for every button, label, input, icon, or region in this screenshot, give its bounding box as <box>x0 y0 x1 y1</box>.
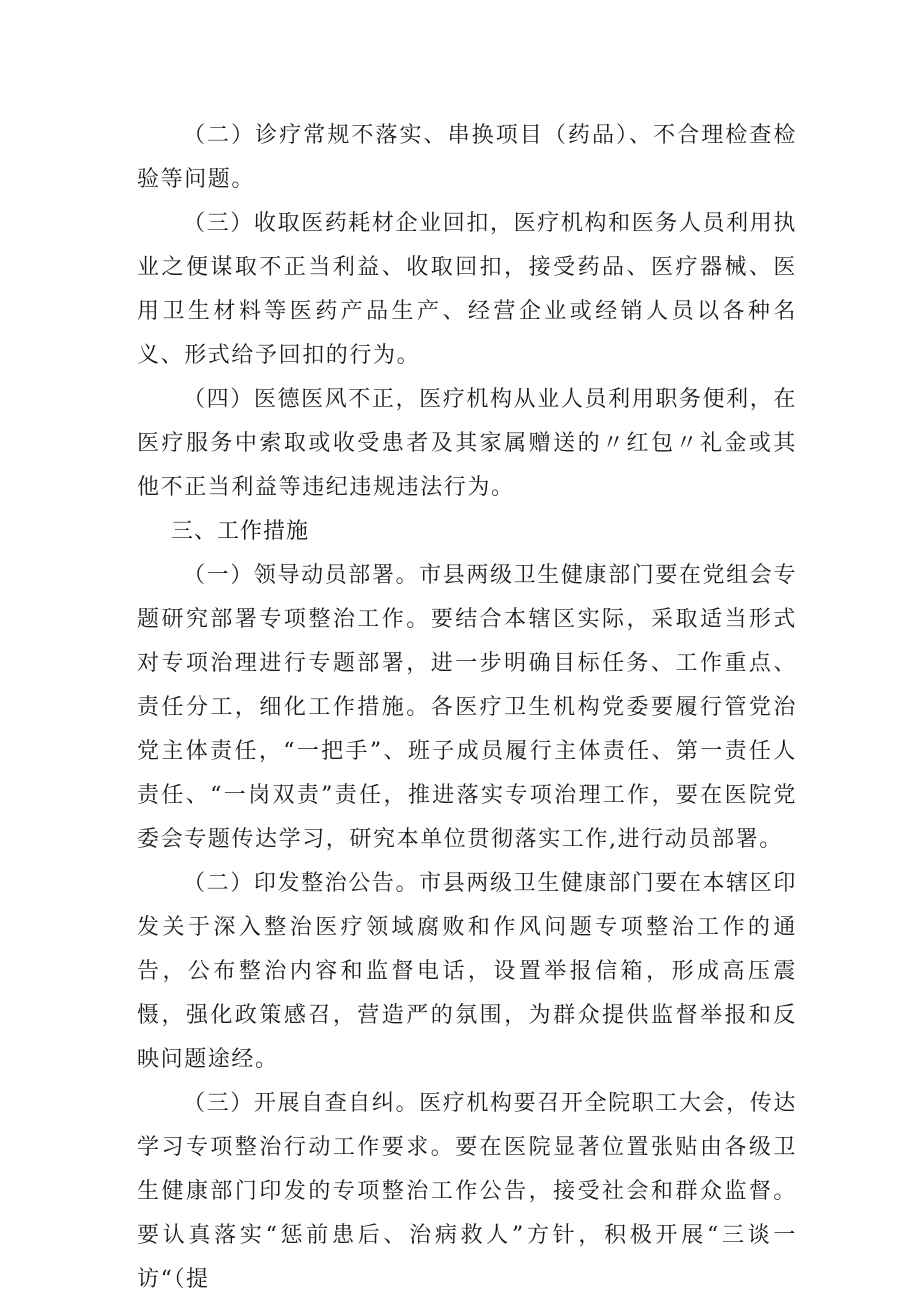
paragraph-item-2: （二）诊疗常规不落实、串换项目（药品）、不合理检查检验等问题。 <box>137 123 797 192</box>
section-heading: 三、工作措施 <box>171 519 310 544</box>
paragraph-measure-3: （三）开展自查自纠。医疗机构要召开全院职工大会，传达学习专项整治行动工作要求。要在医院显著位置张贴由各级卫生健康部门印发的专项整治工作公告，接受社会和群众监督。要认真落实“惩前患后、治病救人”方针，积极开展“三谈一访“（提 <box>137 1091 797 1292</box>
document-body <box>137 114 797 1302</box>
paragraph-measure-2: （二）印发整治公告。市县两级卫生健康部门要在本辖区印发关于深入整治医疗领域腐败和作风问题专项整治工作的通告，公布整治内容和监督电话，设置举报信箱，形成高压震慑，强化政策感召，营造严的氛围，为群众提供监督举报和反映问题途经。 <box>137 871 797 1072</box>
paragraph-item-4: （四）医德医风不正，医疗机构从业人员利用职务便利，在医疗服务中索取或收受患者及其家属赠送的〃红包〃礼金或其他不正当利益等违纪违规违法行为。 <box>137 387 797 500</box>
paragraph-measure-1: （一）领导动员部署。市县两级卫生健康部门要在党组会专题研究部署专项整治工作。要结合本辖区实际，采取适当形式对专项治理进行专题部署，进一步明确目标任务、工作重点、责任分工，细化工作措施。各医疗卫生机构党委要履行管党治党主体责任，“一把手”、班子成员履行主体责任、第一责任人责任、“一岗双责”责任，推进落实专项治理工作，要在医院党委会专题传达学习，研究本单位贯彻落实工作,进行动员部署。 <box>137 563 797 852</box>
paragraph-item-3: （三）收取医药耗材企业回扣，医疗机构和医务人员利用执业之便谋取不正当利益、收取回扣，接受药品、医疗器械、医用卫生材料等医药产品生产、经营企业或经销人员以各种名义、形式给予回扣的行为。 <box>137 211 797 368</box>
